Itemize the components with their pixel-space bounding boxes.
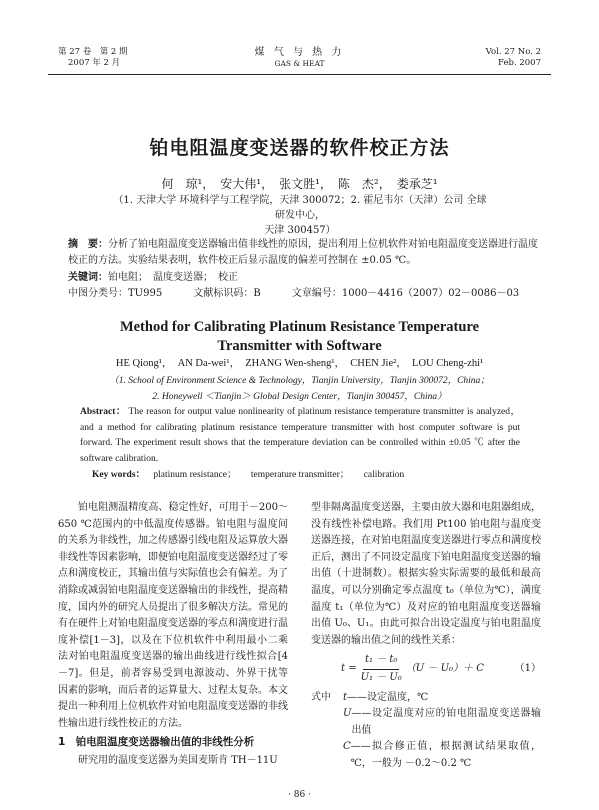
affiliation-en-line2: 2. Honeywell ＜Tianjin＞ Global Design Center，Tianjin 300457，China）: [152, 392, 447, 402]
body-column-left: [58, 500, 288, 770]
journal-name-en: GAS & HEAT: [274, 59, 325, 68]
equation-1: [311, 652, 541, 686]
affiliation-en-line1: （1. School of Environment Science & Technology，Tianjin University，Tianjin 300072，China；: [109, 376, 490, 386]
paper-title-en-line1: Method for Calibrating Platinum Resistance Temperature: [119, 319, 480, 335]
definition-prefix: 式中: [311, 691, 331, 703]
definition-prefix: [311, 706, 343, 739]
section-heading: 1 铂电阻温度变送器输出值的非线性分析: [58, 736, 255, 749]
header-vol-en: [486, 47, 541, 69]
abstract-cn-text: 分析了铂电阻温度变送器输出值非线性的原因，提出利用上位机软件对铂电阻温度变送器进行温度校正的方法。实验结果表明，软件校正后显示温度的偏差可控制在 ±0.05 ℃。: [68, 239, 538, 266]
abstract-en-label: Abstract：: [80, 407, 126, 417]
definition-text: ——设定温度，℃: [347, 691, 429, 703]
header-rule: [48, 74, 551, 75]
page-number: · 86 ·: [288, 790, 311, 800]
body-column-right: [311, 500, 541, 773]
symbol-definitions: [311, 690, 541, 773]
article-number: 文章编号：1000－4416（2007）02－0086－03: [291, 288, 520, 299]
keyword-en-3: calibration: [363, 470, 405, 480]
abstract-cn-label: 摘 要：: [68, 239, 108, 250]
definition-symbol: t: [343, 691, 348, 703]
abstract-en: [80, 405, 520, 467]
clc-number: 中图分类号：TU995: [68, 288, 163, 299]
classification-cn: [68, 284, 547, 299]
equation-fraction: [361, 652, 402, 686]
affiliation-en: [0, 373, 599, 405]
keywords-cn-label: 关键词：: [68, 272, 108, 283]
header-vol-en-line2: Feb. 2007: [498, 58, 541, 68]
authors-en: HE Qiong¹， AN Da-wei¹， ZHANG Wen-sheng¹， CHEN Jie²， LOU Cheng-zhi¹: [115, 358, 484, 369]
paper-title-en: [0, 318, 599, 356]
definition-row: [311, 739, 541, 772]
keyword-en-2: temperature transmitter；: [250, 470, 350, 480]
header-date: 2007 年 2 月: [68, 58, 121, 68]
equation-number: （1）: [514, 663, 541, 675]
affiliation-cn-line2: 天津 300457）: [264, 225, 336, 236]
journal-name-cn: 煤 气 与 热 力: [254, 47, 345, 58]
header-volume-issue: 第 27 卷 第 2 期: [58, 47, 128, 57]
definition-symbol: U: [343, 708, 352, 720]
document-code: 文献标识码：B: [193, 288, 261, 299]
definition-prefix: [311, 739, 343, 772]
keyword-en-1: platinum resistance；: [153, 470, 237, 480]
keywords-cn: [68, 268, 238, 283]
abstract-cn: [68, 237, 538, 268]
affiliation-cn-line1: （1. 天津大学 环境科学与工程学院，天津 300072；2. 霍尼韦尔（天津）公司 全球研发中心，: [113, 195, 487, 221]
keywords-en-label: Key words：: [92, 470, 146, 480]
definition-text: ——设定温度对应的铂电阻温度变送器输出值: [351, 708, 541, 736]
keywords-cn-text: 铂电阻； 温度变送器； 校正: [108, 272, 238, 283]
header-vol-en-line1: Vol. 27 No. 2: [485, 47, 541, 57]
definition-row: [311, 706, 541, 739]
body-paragraph: 型非隔离温度变送器，主要由放大器和电阻器组成，没有线性补偿电路。我们用 Pt100 铂电阻与温度变送器连接，在对铂电阻温度变送器进行零点和满度校正后，测出了不同设定温度下铂电阻温度变送器的输出值（十进制数）。根据实验实际需要的最低和最高温度，可以分别确定零点温度 t₀（单位为℃），满度温度 t₁（单位为℃）及对应的铂电阻温度变送器输出值 U₀、U₁。由此可拟合出设定温度与铂电阻温度变送器的输出值之间的线性关系：: [311, 502, 541, 646]
paper-title-cn: 铂电阻温度变送器的软件校正方法: [149, 137, 450, 159]
equation-denominator: U₁ － U₀: [360, 671, 402, 683]
body-paragraph: 铂电阻测温精度高、稳定性好，可用于－200～650 ℃范围内的中低温度传感器。铂电阻与温度间的关系为非线性，加之传感器引线电阻及运算放大器非线性等因素影响，即便铂电阻温度变送器经过了零点和满度校正，其输出值与实际值也会有偏差。为了消除或减弱铂电阻温度变送器输出的非线性，提高精度，国内外的研究人员提出了很多解决方法。常见的有在硬件上对铂电阻温度变送器的零点和满度进行温度补偿[1－3]，以及在下位机软件中利用最小二乘法对铂电阻温度变送器的输出曲线进行线性拟合[4－7]。但是，前者容易受到电源波动、外界干扰等因素的影响，而后者的运算量大、过程太复杂。本文提出一种利用上位机软件对铂电阻温度变送器的非线性输出进行线性校正的方法。: [58, 502, 288, 729]
equation-numerator: t₁ － t₀: [363, 652, 399, 670]
definition-row: [311, 690, 541, 707]
keywords-en: [92, 466, 410, 480]
equation-rest: （U － U₀）＋ C: [405, 663, 484, 675]
abstract-en-text: The reason for output value nonlinearity of platinum resistance temperature transmitter is analyzed，and a method for calibrating platinum resistance temperature transmitter with host computer software is put forward. The experiment result shows that the temperature deviation can be controlled within ±0.05 ℃ after the software calibration.: [80, 407, 520, 464]
definition-symbol: C: [343, 741, 351, 753]
equation-lhs: t =: [341, 663, 357, 675]
paper-title-en-line2: Transmitter with Software: [217, 338, 382, 354]
definition-text: ——拟合修正值，根据测试结果取值，℃，一般为 －0.2～0.2 ℃: [350, 741, 541, 769]
authors-cn: 何 琼¹， 安大伟¹， 张文胜¹， 陈 杰²， 娄承芝¹: [161, 177, 438, 191]
body-paragraph: 研究用的温度变送器为美国麦斯肯 TH－11U: [78, 754, 278, 766]
affiliation-cn: [110, 193, 490, 238]
